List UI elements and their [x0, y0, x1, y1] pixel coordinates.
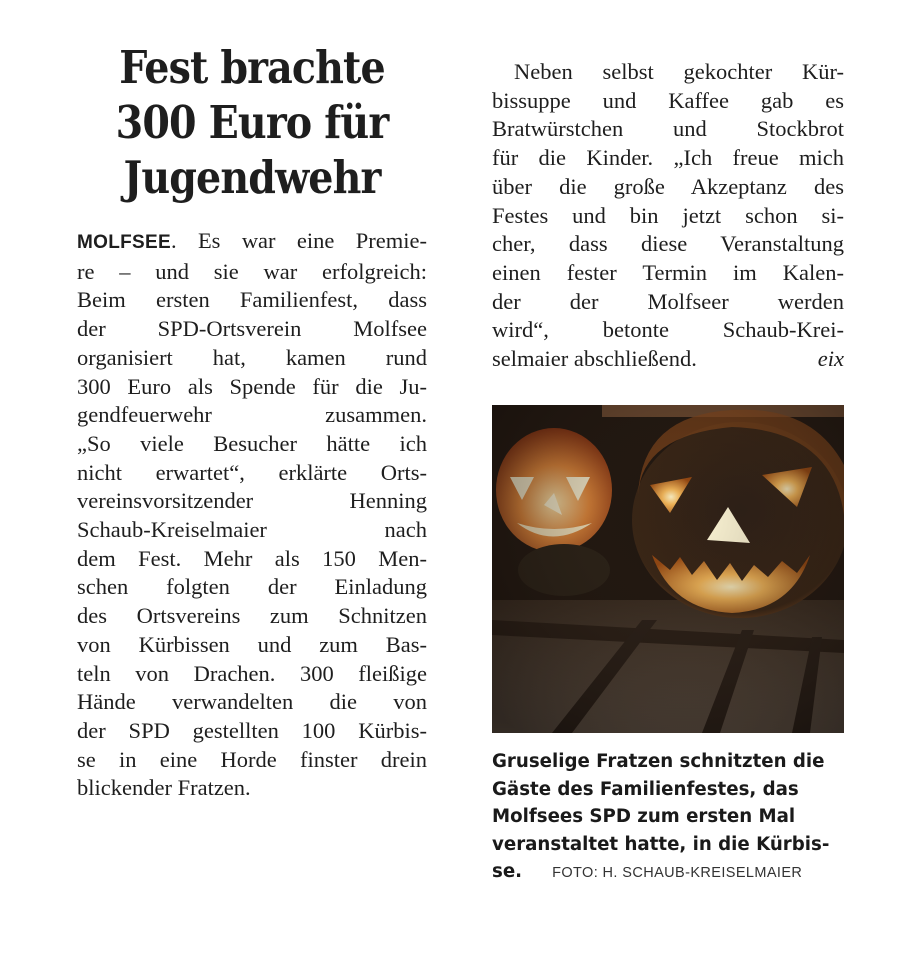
- body-line: vereinsvorsitzender Henning: [77, 488, 427, 514]
- article-body-right: [492, 58, 844, 374]
- body-line: 300 Euro als Spende für die Ju-: [77, 373, 427, 399]
- headline: [98, 40, 406, 205]
- body-line: der SPD gestellten 100 Kürbis-: [77, 717, 427, 743]
- body-line: re – und sie war erfolgreich:: [77, 258, 427, 284]
- caption-line-final: se. FOTO: H. SCHAUB-KREISELMAIER: [492, 861, 803, 883]
- body-line: organisiert hat, kamen rund: [77, 344, 427, 370]
- body-line: Schaub-Kreiselmaier nach: [77, 517, 427, 543]
- left-column: [77, 40, 427, 803]
- article-body-left: [77, 227, 427, 803]
- author-initials: eix: [817, 346, 844, 372]
- photo-credit: FOTO: H. SCHAUB-KREISELMAIER: [552, 865, 803, 882]
- body-line: der der Molfseer werden: [492, 288, 844, 314]
- body-line: Hände verwandelten die von: [77, 689, 427, 715]
- body-line: Festes und bin jetzt schon si-: [492, 202, 844, 228]
- body-line: nicht erwartet“, erklärte Orts-: [77, 459, 427, 485]
- body-line: se in eine Horde finster drein: [77, 746, 427, 772]
- dateline: MOLFSEE: [77, 232, 171, 253]
- body-line: bissuppe und Kaffee gab es: [492, 87, 844, 113]
- body-line: dem Fest. Mehr als 150 Men-: [77, 545, 427, 571]
- body-line: schen folgten der Einladung: [77, 574, 427, 600]
- headline-line: 300 Euro für: [115, 96, 389, 149]
- body-line: Bratwürstchen und Stockbrot: [492, 116, 844, 142]
- body-line: Beim ersten Familienfest, dass: [77, 287, 427, 313]
- body-line: cher, dass diese Veranstaltung: [492, 231, 844, 257]
- body-line: über die große Akzeptanz des: [492, 173, 844, 199]
- body-line: für die Kinder. „Ich freue mich: [492, 145, 844, 171]
- right-column: [492, 58, 844, 374]
- caption-line: Gäste des Familienfestes, das: [492, 778, 799, 800]
- pumpkin-photo-illustration: [492, 405, 844, 733]
- body-line: Neben selbst gekochter Kür-: [514, 59, 844, 84]
- headline-line: Jugendwehr: [123, 151, 381, 204]
- body-line: von Kürbissen und zum Bas-: [77, 631, 427, 657]
- photo-caption: [492, 748, 844, 888]
- caption-line: Molfsees SPD zum ersten Mal: [492, 806, 796, 828]
- body-line: „So viele Besucher hätte ich: [77, 430, 427, 456]
- body-line: des Ortsvereins zum Schnitzen: [77, 603, 427, 629]
- body-line: gendfeuerwehr zusammen.: [77, 402, 427, 428]
- body-line: teln von Drachen. 300 fleißige: [77, 660, 427, 686]
- body-line: einen fester Termin im Kalen-: [492, 259, 844, 285]
- pumpkin-photo: [492, 405, 844, 733]
- body-line-first: MOLFSEE. Es war eine Premie-: [77, 228, 427, 253]
- body-line: blickender Fratzen.: [77, 775, 251, 801]
- body-line: wird“, betonte Schaub-Krei-: [492, 317, 844, 343]
- body-line: der SPD-Ortsverein Molfsee: [77, 316, 427, 342]
- caption-line: Gruselige Fratzen schnitzten die: [492, 751, 825, 772]
- headline-line: Fest brachte: [119, 41, 385, 94]
- body-line-final: selmaier abschließend. eix: [492, 345, 844, 374]
- caption-line: veranstaltet hatte, in die Kürbis-: [492, 833, 830, 855]
